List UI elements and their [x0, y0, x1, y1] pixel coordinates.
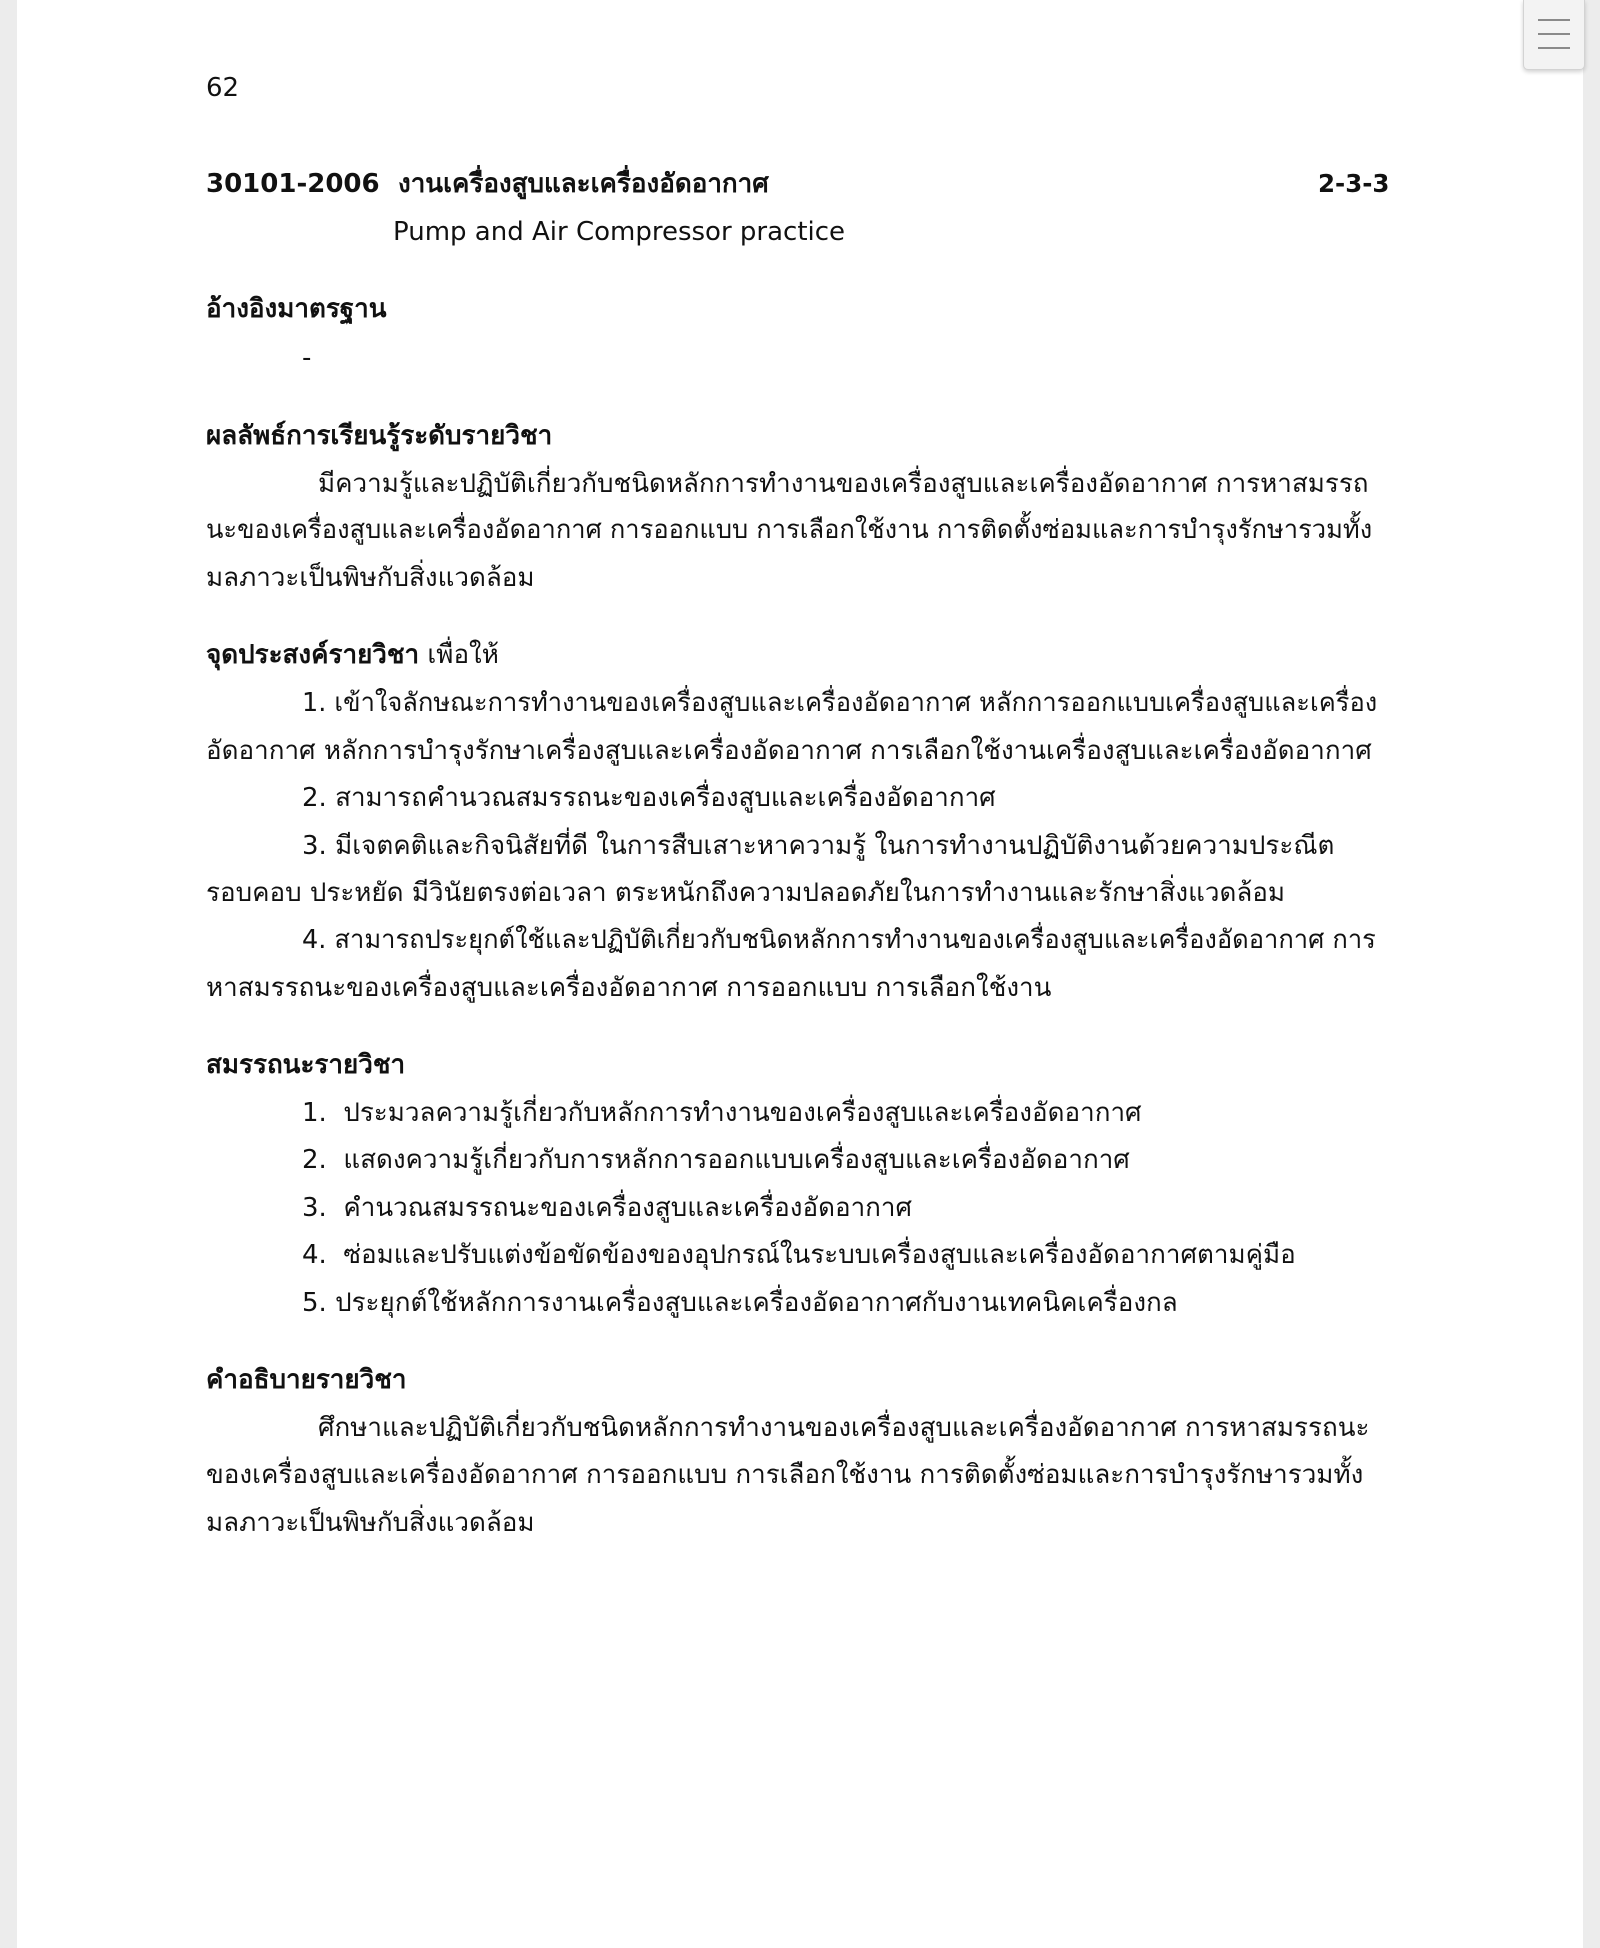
objective-line: รอบคอบ ประหยัด มีวินัยตรงต่อเวลา ตระหนักถึงความปลอดภัยในการทำงานและรักษาสิ่งแวดล้อม: [206, 878, 1286, 908]
competency-item: 2. แสดงความรู้เกี่ยวกับการหลักการออกแบบเครื่องสูบและเครื่องอัดอากาศ: [302, 1145, 1130, 1175]
description-line: ของเครื่องสูบและเครื่องอัดอากาศ การออกแบบ การเลือกใช้งาน การติดตั้งซ่อมและการบำรุงรักษารวมทั้ง: [206, 1460, 1364, 1490]
hamburger-icon: [1538, 47, 1570, 49]
menu-button[interactable]: [1523, 0, 1585, 70]
reference-heading: อ้างอิงมาตรฐาน: [206, 294, 387, 324]
objective-line: 4. สามารถประยุกต์ใช้และปฏิบัติเกี่ยวกับชนิดหลักการทำงานของเครื่องสูบและเครื่องอัดอากาศ การ: [302, 925, 1376, 955]
course-title-en: Pump and Air Compressor practice: [393, 217, 846, 247]
course-code: 30101-2006: [206, 169, 380, 199]
competency-item: 1. ประมวลความรู้เกี่ยวกับหลักการทำงานของเครื่องสูบและเครื่องอัดอากาศ: [302, 1098, 1142, 1128]
description-line: ศึกษาและปฏิบัติเกี่ยวกับชนิดหลักการทำงานของเครื่องสูบและเครื่องอัดอากาศ การหาสมรรถนะ: [318, 1413, 1370, 1443]
course-title-th: งานเครื่องสูบและเครื่องอัดอากาศ: [398, 169, 769, 199]
competency-item: 5. ประยุกต์ใช้หลักการงานเครื่องสูบและเครื่องอัดอากาศกับงานเทคนิคเครื่องกล: [302, 1288, 1178, 1318]
outcome-line: มลภาวะเป็นพิษกับสิ่งแวดล้อม: [206, 563, 535, 593]
competency-heading: สมรรถนะรายวิชา: [206, 1050, 406, 1080]
hamburger-icon: [1538, 19, 1570, 21]
objective-line: 1. เข้าใจลักษณะการทำงานของเครื่องสูบและเครื่องอัดอากาศ หลักการออกแบบเครื่องสูบและเครื่อง: [302, 688, 1378, 718]
course-credits: 2-3-3: [1318, 169, 1390, 198]
objective-line: หาสมรรถนะของเครื่องสูบและเครื่องอัดอากาศ การออกแบบ การเลือกใช้งาน: [206, 973, 1052, 1003]
competency-item: 4. ซ่อมและปรับแต่งข้อขัดข้องของอุปกรณ์ในระบบเครื่องสูบและเครื่องอัดอากาศตามคู่มือ: [302, 1240, 1296, 1270]
reference-value: -: [302, 343, 312, 373]
objective-line: 2. สามารถคำนวณสมรรถนะของเครื่องสูบและเครื่องอัดอากาศ: [302, 783, 996, 813]
objectives-heading: จุดประสงค์รายวิชา: [206, 640, 420, 670]
page-number: 62: [206, 73, 240, 103]
description-line: มลภาวะเป็นพิษกับสิ่งแวดล้อม: [206, 1508, 535, 1538]
hamburger-icon: [1538, 33, 1570, 35]
competency-item: 3. คำนวณสมรรถนะของเครื่องสูบและเครื่องอัดอากาศ: [302, 1193, 913, 1223]
objectives-heading-suffix: เพื่อให้: [419, 640, 499, 670]
objectives-heading-row: [206, 637, 499, 673]
outcome-line: มีความรู้และปฏิบัติเกี่ยวกับชนิดหลักการทำงานของเครื่องสูบและเครื่องอัดอากาศ การหาสมรรถ: [318, 469, 1369, 499]
description-heading: คำอธิบายรายวิชา: [206, 1365, 407, 1395]
objective-line: 3. มีเจตคติและกิจนิสัยที่ดี ในการสืบเสาะหาความรู้ ในการทำงานปฏิบัติงานด้วยความประณีต: [302, 831, 1335, 861]
objective-line: อัดอากาศ หลักการบำรุงรักษาเครื่องสูบและเครื่องอัดอากาศ การเลือกใช้งานเครื่องสูบและเครื่องอัดอากาศ: [206, 736, 1372, 766]
outcome-line: นะของเครื่องสูบและเครื่องอัดอากาศ การออกแบบ การเลือกใช้งาน การติดตั้งซ่อมและการบำรุงรักษารวมทั้ง: [206, 515, 1373, 545]
outcome-heading: ผลลัพธ์การเรียนรู้ระดับรายวิชา: [206, 421, 553, 451]
